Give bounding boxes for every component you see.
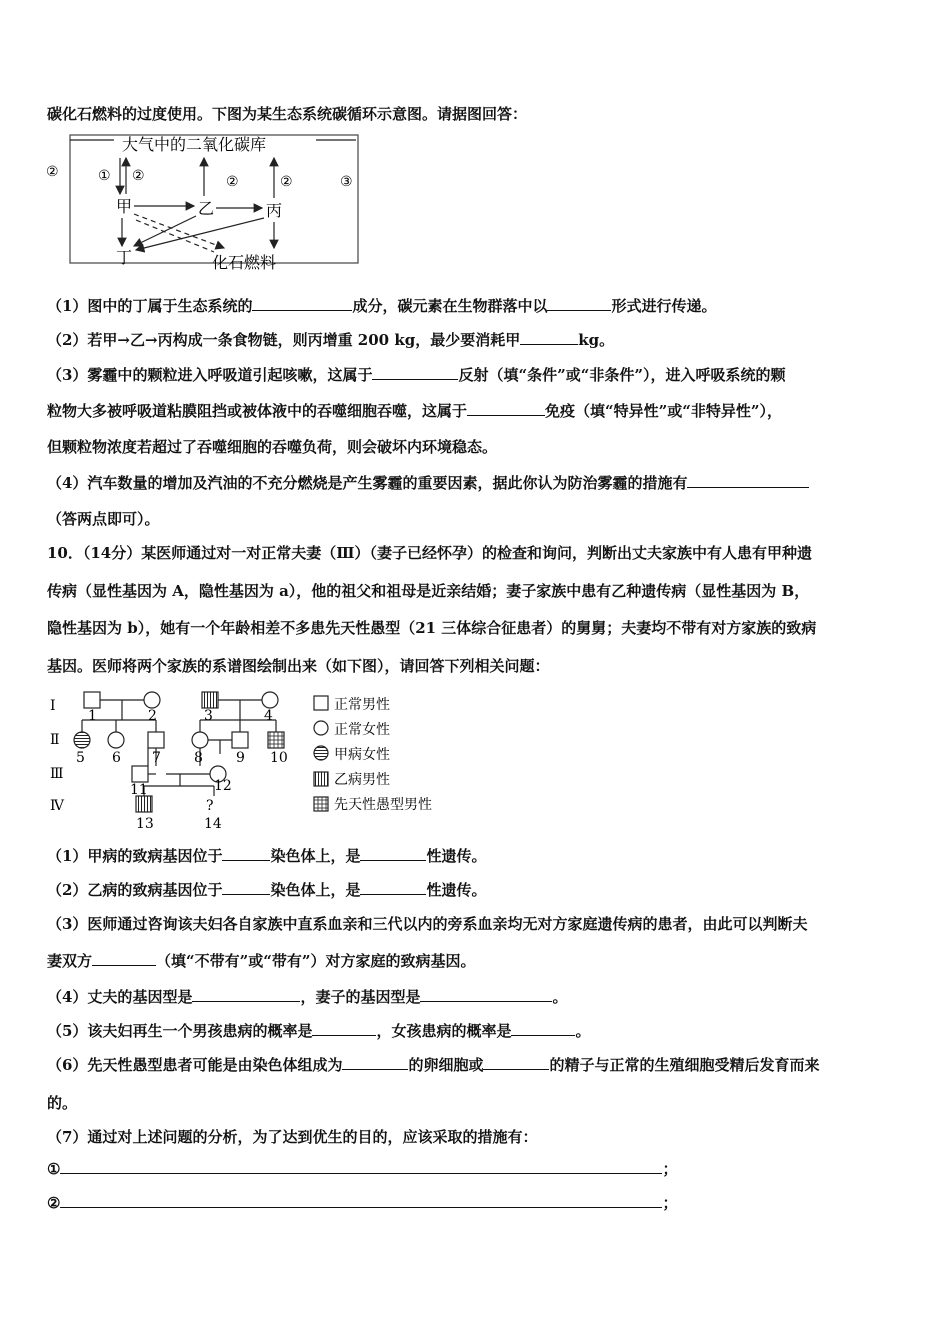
label-9: 9 [236, 750, 245, 766]
individual-3 [202, 692, 218, 708]
label-10: 10 [270, 750, 288, 766]
measure-1-marker: ① [47, 1160, 61, 1178]
label-1: 1 [88, 708, 97, 724]
legend-normal-female: 正常女性 [334, 722, 390, 738]
node-ding: 丁 [116, 248, 133, 267]
q10-6-blank-a[interactable] [342, 1055, 408, 1070]
measure-1-blank[interactable] [60, 1159, 662, 1174]
q9-3-text-a: （3）雾霾中的颗粒进入呼吸道引起咳嗽，这属于 [47, 366, 373, 384]
gen-III: Ⅲ [50, 766, 64, 782]
q10-item-3-line1: （3）医师通过咨询该夫妇各自家族中直系血亲和三代以内的旁系血亲均无对方家庭遗传病的患者，由此可以判断夫 [47, 915, 808, 933]
intro-line: 碳化石燃料的过度使用。下图为某生态系统碳循环示意图。请据图回答： [47, 105, 528, 123]
label-12: 12 [214, 778, 232, 794]
q10-4-blank-a[interactable] [192, 987, 300, 1002]
legend-a-female: 甲病女性 [334, 747, 390, 763]
q9-3-blank-b[interactable] [467, 401, 545, 416]
q9-3-blank-a[interactable] [372, 365, 458, 380]
q10-2-text-a: （2）乙病的致病基因位于 [47, 881, 223, 899]
q10-1-text-a: （1）甲病的致病基因位于 [47, 847, 223, 865]
q10-5-blank-a[interactable] [312, 1021, 376, 1036]
q9-1-text-b: 成分，碳元素在生物群落中以 [352, 297, 548, 315]
legend-down-male: 先天性愚型男性 [334, 797, 432, 813]
marker-2b: ② [226, 174, 239, 190]
individual-4 [262, 692, 278, 708]
marker-left-2: ② [46, 164, 59, 180]
q9-3-text-b: 反射（填“条件”或“非条件”），进入呼吸系统的颗 [458, 366, 786, 384]
q10-4-text-b: ，妻子的基因型是 [300, 988, 421, 1006]
legend-down-male-icon [314, 797, 328, 811]
individual-10 [268, 732, 284, 748]
q10-item-5 [47, 1021, 590, 1041]
individual-9 [232, 732, 248, 748]
node-bing: 丙 [266, 201, 283, 220]
legend-normal-male: 正常男性 [334, 697, 390, 713]
q10-2-blank-b[interactable] [360, 880, 426, 895]
q10-item-6-line2: 的。 [47, 1094, 78, 1112]
individual-13 [136, 796, 152, 812]
label-5: 5 [76, 750, 85, 766]
marker-2c: ② [280, 174, 293, 190]
q9-3-text-c: 粒物大多被呼吸道粘膜阻挡或被体液中的吞噬细胞吞噬，这属于 [47, 402, 468, 420]
individual-5 [74, 732, 90, 748]
label-3: 3 [204, 708, 213, 724]
q10-5-text-c: 。 [575, 1022, 591, 1040]
q10-6-text-c: 的精子与正常的生殖细胞受精后发育而来 [549, 1056, 820, 1074]
q10-stem-line3: 隐性基因为 b），她有一个年龄相差不多患先天性愚型（21 三体综合征患者）的舅舅；夫妻均不带有对方家族的致病 [47, 619, 817, 637]
measure-1-semicolon: ； [662, 1160, 678, 1178]
q9-1-blank-a[interactable] [252, 296, 352, 311]
q9-item-3-line2 [47, 401, 782, 421]
measure-2-blank[interactable] [60, 1193, 662, 1208]
measure-2-semicolon: ； [662, 1194, 678, 1212]
marker-2a: ② [132, 168, 145, 184]
individual-11 [132, 766, 148, 782]
q10-3-blank[interactable] [92, 951, 156, 966]
q9-4-text-a: （4）汽车数量的增加及汽油的不充分燃烧是产生雾霾的重要因素，据此你认为防治雾霾的措施有 [47, 474, 688, 492]
q9-2-blank[interactable] [520, 330, 578, 345]
label-14: 14 [204, 816, 222, 832]
q10-measure-2 [47, 1193, 677, 1213]
q10-item-1 [47, 846, 486, 866]
individual-8 [192, 732, 208, 748]
legend-b-male: 乙病男性 [334, 772, 390, 788]
co2-pool-label: 大气中的二氧化碳库 [122, 135, 267, 154]
q10-6-text-a: （6）先天性愚型患者可能是由染色体组成为 [47, 1056, 343, 1074]
q10-4-blank-b[interactable] [420, 987, 552, 1002]
q10-1-text-c: 性遗传。 [426, 847, 487, 865]
individual-2 [144, 692, 160, 708]
q10-4-text-a: （4）丈夫的基因型是 [47, 988, 193, 1006]
q9-2-text-a: （2）若甲→乙→丙构成一条食物链，则丙增重 200 kg，最少要消耗甲 [47, 331, 521, 349]
q9-item-2 [47, 330, 614, 350]
q10-4-text-c: 。 [552, 988, 568, 1006]
label-7: 7 [152, 750, 161, 766]
legend-normal-female-icon [314, 721, 328, 735]
q9-item-4-line1 [47, 473, 809, 493]
node-fossil: 化石燃料 [212, 253, 277, 272]
q10-5-text-a: （5）该夫妇再生一个男孩患病的概率是 [47, 1022, 313, 1040]
q10-stem-line4: 基因。医师将两个家族的系谱图绘制出来（如下图），请回答下列相关问题： [47, 657, 550, 675]
q9-item-3-line3: 但颗粒物浓度若超过了吞噬细胞的吞噬负荷，则会破坏内环境稳态。 [47, 438, 498, 456]
q10-1-blank-b[interactable] [360, 846, 426, 861]
q9-item-4-line2: （答两点即可）。 [47, 510, 160, 528]
q10-5-text-b: ，女孩患病的概率是 [376, 1022, 512, 1040]
q10-1-text-b: 染色体上，是 [270, 847, 361, 865]
q9-3-text-d: 免疫（填“特异性”或“非特异性”）， [545, 402, 783, 420]
individual-6 [108, 732, 124, 748]
label-8: 8 [194, 750, 203, 766]
q10-3-text-c: （填“不带有”或“带有”）对方家庭的致病基因。 [156, 952, 476, 970]
measure-2-marker: ② [47, 1194, 61, 1212]
q10-item-4 [47, 987, 567, 1007]
gen-I: Ⅰ [50, 698, 56, 714]
label-11: 11 [130, 782, 148, 798]
q10-stem-line2: 传病（显性基因为 A，隐性基因为 a），他的祖父和祖母是近亲结婚；妻子家族中患有乙种遗传病（显性基因为 B， [47, 582, 810, 600]
label-13: 13 [136, 816, 154, 832]
q9-1-blank-b[interactable] [547, 296, 611, 311]
gen-II: Ⅱ [50, 732, 60, 748]
q10-6-blank-b[interactable] [483, 1055, 549, 1070]
label-4: 4 [264, 708, 273, 724]
label-2: 2 [148, 708, 157, 724]
q9-4-blank[interactable] [687, 473, 809, 488]
marker-1: ① [98, 168, 111, 184]
q10-5-blank-b[interactable] [511, 1021, 575, 1036]
q10-2-blank-a[interactable] [222, 880, 270, 895]
q9-1-text-a: （1）图中的丁属于生态系统的 [47, 297, 253, 315]
carbon-cycle-diagram [44, 128, 364, 273]
q10-3-text-b: 妻双方 [47, 952, 93, 970]
legend-normal-male-icon [314, 696, 328, 710]
q10-1-blank-a[interactable] [222, 846, 270, 861]
q9-item-3-line1 [47, 365, 785, 385]
q10-item-6-line1 [47, 1055, 819, 1075]
q10-measure-1 [47, 1159, 677, 1179]
q10-6-text-b: 的卵细胞或 [408, 1056, 484, 1074]
q10-item-3-line2 [47, 951, 476, 971]
label-6: 6 [112, 750, 121, 766]
node-yi: 乙 [198, 199, 215, 218]
q9-2-text-b: kg。 [578, 331, 615, 349]
individual-7 [148, 732, 164, 748]
q10-item-2 [47, 880, 486, 900]
q10-item-7: （7）通过对上述问题的分析，为了达到优生的目的，应该采取的措施有： [47, 1128, 538, 1146]
individual-1 [84, 692, 100, 708]
node-jia: 甲 [116, 197, 133, 216]
q10-stem-line1: 10．（14分）某医师通过对一对正常夫妻（Ⅲ）（妻子已经怀孕）的检查和询问，判断出丈夫家族中有人患有甲种遗 [47, 544, 813, 562]
q10-2-text-b: 染色体上，是 [270, 881, 361, 899]
q9-1-text-c: 形式进行传递。 [611, 297, 717, 315]
marker-3: ③ [340, 174, 353, 190]
gen-IV: Ⅳ [50, 798, 64, 814]
q10-2-text-c: 性遗传。 [426, 881, 487, 899]
unknown-marker: ? [206, 798, 214, 814]
pedigree-chart [44, 686, 464, 836]
legend-a-female-icon [314, 746, 328, 760]
legend-b-male-icon [314, 772, 328, 786]
q9-item-1 [47, 296, 716, 316]
